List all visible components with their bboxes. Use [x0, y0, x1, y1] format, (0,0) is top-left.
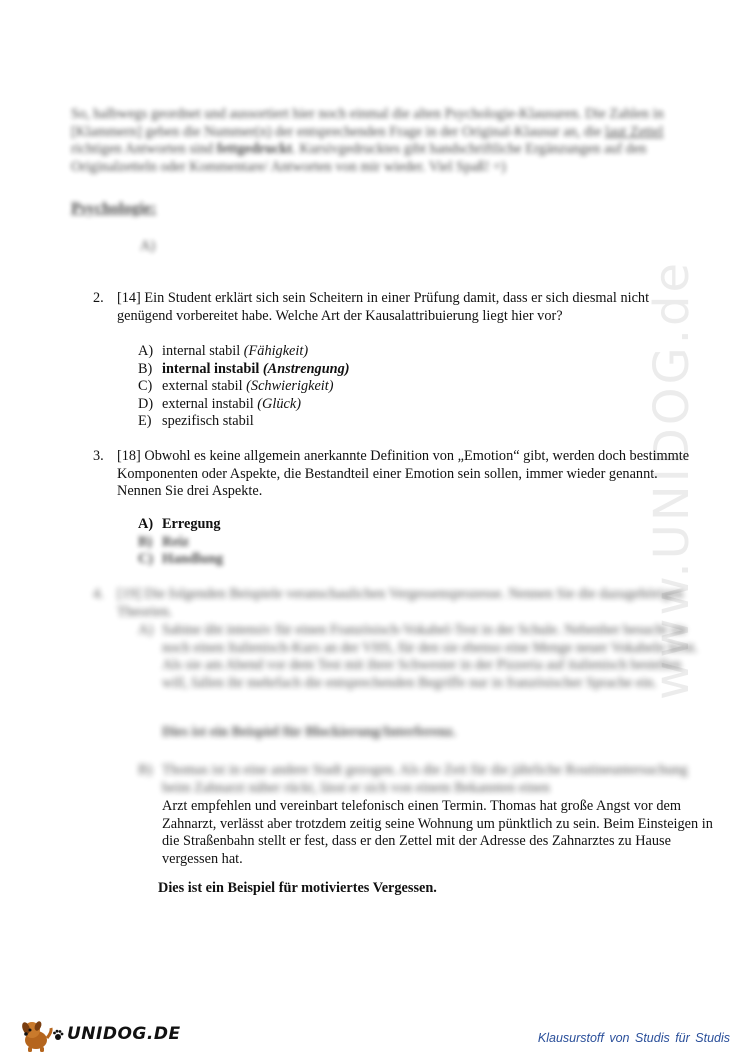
section-title: Psychologie: [71, 200, 157, 217]
answer-c: C) Handlung [138, 551, 224, 568]
example-a-answer: Dies ist ein Beispiel für Blockierung/Interferenz. [162, 724, 457, 740]
option-c: C) external stabil (Schwierigkeit) [138, 378, 334, 395]
watermark: www.UNIDOG.de [644, 259, 700, 700]
question-text: [19] Die folgenden Beispiele veranschaulichen Vergessensprozesse. Nennen Sie die dazugehörigen Theorien. [117, 586, 684, 620]
question-number: 4. [93, 586, 104, 602]
footer-slogan: Klausurstoff von Studis für Studis [537, 1031, 730, 1045]
intro-underlined: laut Zettel [604, 123, 664, 140]
answer-a: A) Erregung [138, 516, 221, 532]
question-1-answer: A) [140, 238, 156, 254]
answer-b: B) Reiz [138, 533, 189, 550]
option-a: A) internal stabil (Fähigkeit) [138, 343, 309, 359]
intro-part-1: So, halbwegs geordnet und aussortiert hier noch einmal die alten Psychologie-Klausuren. Die Zahlen in [Klammern] geben die Nummer(n) der entsprechenden Frage in der Original-Klausur an, die [71, 106, 664, 140]
example-b-text: Arzt empfehlen und vereinbart telefonisch einen Termin. Thomas hat große Angst vor dem Zahnarzt, verlässt aber trotzdem zeitig seine Wohnung um pünktlich zu sein. Beim Einsteigen in die Straßenbahn stellt er fest, dass er den Zettel mit der Adresse des Zahnarztes zu Hause vergessen hat. [162, 798, 713, 867]
logo-text: UNIDOG.DE [67, 1024, 181, 1045]
intro-part-3: . Kursivgedrucktes gibt handschriftliche Ergänzungen auf den Originalzetteln oder Kommentare/ Antworten von mir wieder. Viel Spaß! =) [71, 141, 647, 175]
question-2-options [138, 343, 350, 431]
question-3-answers [138, 516, 223, 569]
question-3 [93, 448, 703, 501]
option-e: E) spezifisch stabil [138, 413, 254, 430]
example-b-answer: Dies ist ein Beispiel für motiviertes Vergessen. [158, 880, 437, 896]
question-text: [14] Ein Student erklärt sich sein Scheitern in einer Prüfung damit, dass er sich diesmal nicht genügend vorbereitet habe. Welche Art der Kausalattribuierung liegt hier vor? [117, 290, 650, 324]
dog-icon [18, 1018, 54, 1052]
unidog-logo [18, 1018, 181, 1052]
question-number: 2. [93, 290, 104, 306]
question-4-example-a: A) Sabine übt intensiv für einen Französisch-Vokabel-Test in der Schule. Nebenher besucht sie noch einen Italienisch-Kurs an der VHS, für den sie ebenso eine Menge neuer Vokabeln lernt. Als sie am Abend vor dem Test mit ihrer Schwester in der Pizzeria auf italienisch bestellen will, fallen ihr mehrfach die entsprechenden Begriffe nur in französischer Sprache ein. [138, 622, 703, 692]
example-b-text-blurred: Thomas ist in eine andere Stadt gezogen. Als die Zeit für die jährliche Routineuntersuchung beim Zahnarzt näher rückt, lässt er sich von einem Bekannten einen [162, 762, 688, 796]
option-b-correct: B) internal instabil (Anstrengung) [138, 360, 350, 377]
intro-paragraph [71, 106, 701, 176]
option-d: D) external instabil (Glück) [138, 395, 301, 412]
example-a-text: Sabine übt intensiv für einen Französisch-Vokabel-Test in der Schule. Nebenher besucht sie noch einen Italienisch-Kurs an der VHS, für den sie ebenso eine Menge neuer Vokabeln lernt. Als sie am Abend vor dem Test mit ihrer Schwester in der Pizzeria auf italienisch bestellen will, fallen ihr mehrfach die entsprechenden Begriffe nur in französischer Sprache ein. [162, 622, 698, 691]
question-4-example-b: B) Thomas ist in eine andere Stadt gezogen. Als die Zeit für die jährliche Routineuntersuchung beim Zahnarzt näher rückt, lässt er sich von einem Bekannten einen [138, 762, 703, 797]
question-number: 3. [93, 448, 104, 464]
paw-icon [52, 1029, 64, 1041]
intro-part-2: richtigen Antworten sind [71, 141, 217, 158]
question-text: [18] Obwohl es keine allgemein anerkannte Definition von „Emotion“ gibt, werden doch bestimmte Komponenten oder Aspekte, die Bestandteil einer Emotion sein sollen, immer wieder genannt. Nennen Sie drei Aspekte. [117, 448, 690, 500]
intro-bold: fettgedruckt [216, 141, 293, 158]
question-2 [93, 290, 703, 325]
question-4 [93, 586, 708, 621]
